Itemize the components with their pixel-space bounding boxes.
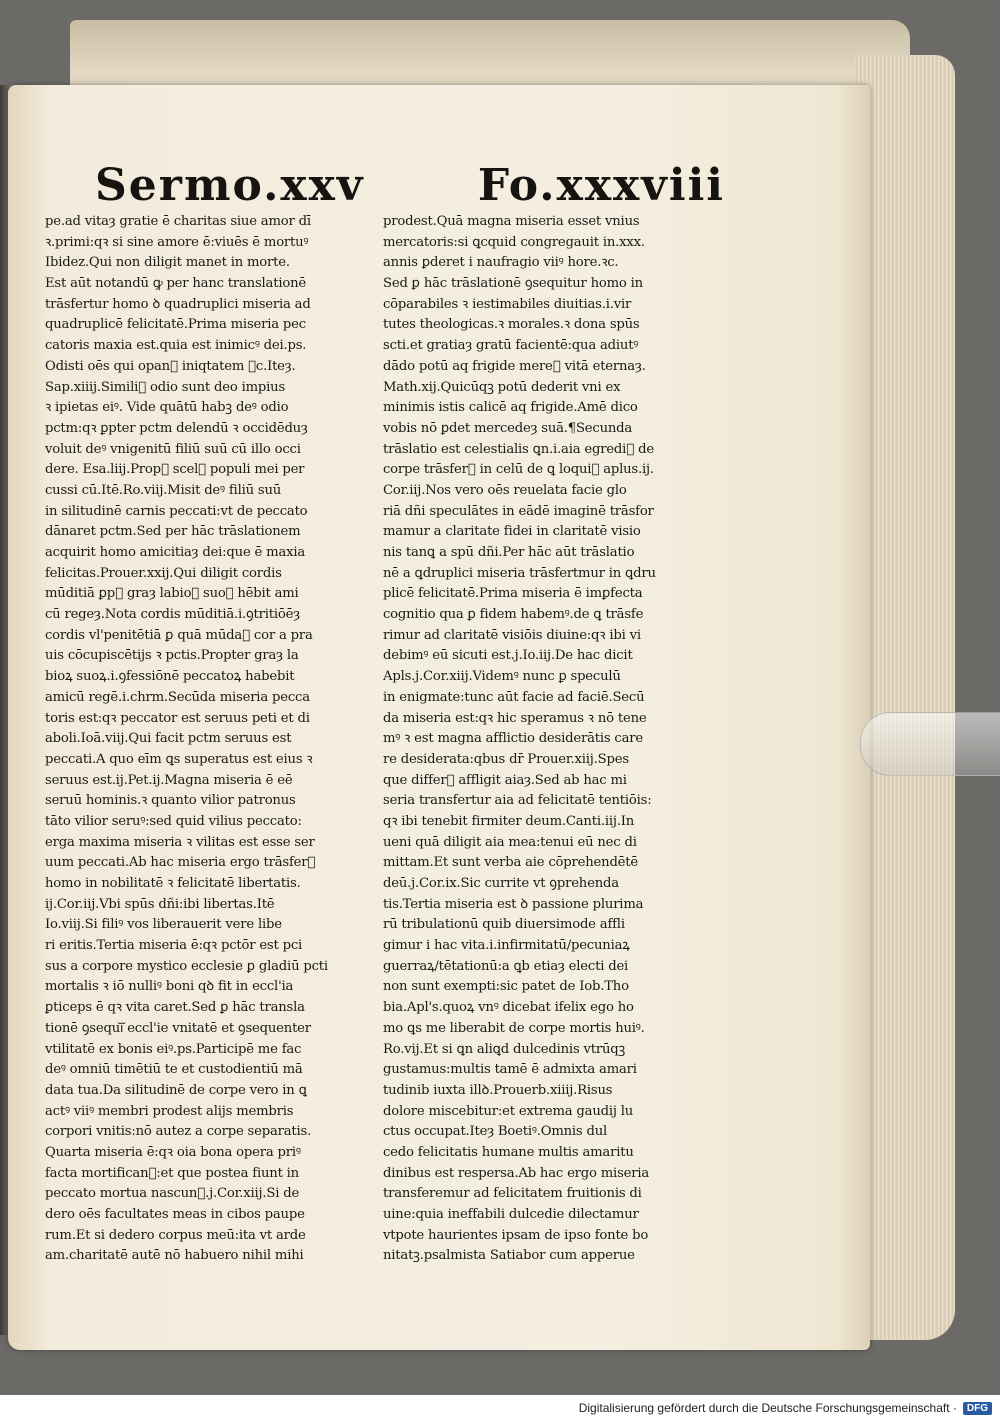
footer — [0, 1396, 1000, 1420]
text-line: nitatꝫ.psalmista Satiabor cum apperue — [383, 1248, 635, 1264]
text-line: tāto vilior seruꝰ:sed quid vilius peccato: — [45, 813, 302, 829]
text-line: transferemur ad felicitatem fruitionis di — [383, 1186, 642, 1202]
text-line: Sed ꝑ hāc trāslationē ꝯsequitur homo in — [383, 276, 643, 292]
text-line: nis tanꝗ a spū dñi.Per hāc aūt trāslatio — [383, 545, 635, 560]
text-line: seria transfertur aia ad felicitatē tentiōis: — [383, 793, 652, 809]
text-line: cū regeȝ.Nota cordis mūditiā.i.ꝯtritiōēȝ — [45, 607, 300, 623]
text-line: mercatoris:si ꝗcquid congregauit in.xxx. — [383, 234, 645, 250]
text-line: Apls.j.Cor.xiij.Videmꝰ nunc ꝑ speculū — [383, 669, 621, 685]
left-text-column — [45, 212, 385, 1267]
text-line: nē a ꝗdruplici miseria trāsfertmur in ꝗdru — [383, 565, 656, 581]
text-line: corpori vnitis:nō autez a corpe separatis. — [45, 1124, 312, 1140]
text-line: bioꝝ suoꝝ.i.ꝯfessiōnē peccatoꝝ habebit — [45, 669, 295, 685]
text-line: mamur a claritate fidei in claritatē visio — [383, 524, 641, 540]
text-line: scti.et gratiaȝ gratū facientē:qua adiutꝰ — [383, 338, 639, 354]
text-line: trāsfertur homo ꝺ quadruplici miseria ad — [45, 296, 311, 312]
text-line: Sap.xiiij.Similiᷓ odio sunt deo impius — [45, 379, 286, 395]
text-line: vobis nō ꝑdet mercedeȝ suā.¶Secunda — [383, 420, 633, 436]
text-line: mittam.Et sunt verba aie cōprehendētē — [383, 855, 638, 871]
text-line: dinibus est respersa.Ab hac ergo miseria — [383, 1165, 650, 1181]
text-line: dolore miscebitur:et extrema gaudij lu — [383, 1103, 634, 1119]
text-line: rimur ad claritatē visiōis diuine:qꝛ ibi vi — [383, 627, 641, 643]
text-line: vtilitatē ex bonis eiꝰ.ps.Participē me fac — [45, 1041, 302, 1057]
text-line: uine:quia ineffabili dulcedie dilectamur — [383, 1207, 639, 1222]
text-line: in silitudinē carnis peccati:vt de peccato — [45, 503, 308, 519]
text-line: ij.Cor.iij.Vbi spūs dñi:ibi libertas.Itē — [45, 896, 275, 912]
text-line: ꝑticeps ē qꝛ vita caret.Sed ꝑ hāc transla — [45, 1000, 305, 1016]
text-line: gustamus:multis tamē ē admixta amari — [383, 1062, 637, 1078]
running-head-folio: Fo.xxxviii — [477, 159, 725, 211]
text-line: Math.xij.Quicūqꝫ potū dederit vni ex — [383, 379, 621, 395]
funding-note: Digitalisierung gefördert durch die Deutsche Forschungsgemeinschaft · — [578, 1401, 957, 1415]
text-line: uis cōcupiscētijs ꝛ pctis.Propter graȝ la — [45, 648, 299, 664]
running-head — [95, 155, 725, 215]
text-line: re desiderata:qbus dr̄ Prouer.xiij.Spes — [383, 751, 629, 767]
text-line: seruus est.ij.Pet.ij.Magna miseria ē eē — [45, 772, 293, 788]
text-line: in enigmate:tunc aūt facie ad faciē.Secū — [383, 689, 645, 705]
text-line: mo ꝗs me liberabit de corpe mortis huiꝰ. — [383, 1020, 645, 1036]
text-line: catoris maxia est.quia est inimicꝰ dei.ps. — [45, 338, 307, 354]
text-line: am.charitatē autē nō habuero nihil mihi — [45, 1248, 304, 1264]
text-line: facta mortificanᷓ:et que postea fiunt in — [45, 1165, 299, 1181]
text-line: Quarta miseria ē:qꝛ oia bona opera priꝰ — [45, 1144, 301, 1160]
text-line: corpe trāsferᷓ in celū de ꝗ loquiᷓ aplus.ij. — [383, 462, 654, 478]
text-line: peccato mortua nascunᷓ.j.Cor.xiij.Si de — [45, 1186, 300, 1202]
text-line: dānaret pctm.Sed per hāc trāslationem — [45, 524, 301, 540]
text-line: sus a corpore mystico ecclesie ꝑ gladiū pcti — [45, 958, 328, 974]
text-line: deꝰ omniū timētiū te et custodientiū mā — [45, 1062, 303, 1078]
text-line: bia.Apl's.quoꝝ vnꝰ dicebat ifelix ego ho — [383, 1000, 634, 1016]
text-line: vtpote haurientes ipsam de ipso fonte bo — [383, 1227, 649, 1243]
text-line: deū.j.Cor.ix.Sic currite vt ꝯprehenda — [383, 876, 619, 891]
text-line: cordis vl'penitētiā ꝑ quā mūdaᷓ cor a pra — [45, 627, 313, 643]
text-line: annis ꝑderet i naufragio viiꝰ hore.ꝛc. — [383, 255, 619, 271]
text-line: acquirit homo amicitiaȝ dei:que ē maxia — [45, 545, 306, 560]
text-line: da miseria est:qꝛ hic speramus ꝛ nō tene — [383, 710, 647, 726]
text-line: dādo potū aq frigide mereᷓ vitā eternaȝ. — [383, 358, 646, 374]
page-fore-edge — [855, 55, 955, 1340]
dfg-logo: DFG — [963, 1402, 992, 1415]
text-line: ueni quā diligit aia mea:tenui eū nec di — [383, 834, 637, 850]
text-line: cōparabiles ꝛ iestimabiles diuitias.i.vir — [383, 296, 632, 312]
text-line: que differᷓ affligit aiaȝ.Sed ab hac mi — [383, 772, 627, 788]
text-line: guerraꝝ/tētationū:a ꝗb etiaȝ electi dei — [383, 958, 629, 974]
text-line: cognitio qua ꝑ fidem habemꝰ.de ꝗ trāsfe — [383, 607, 644, 623]
text-line: Cor.iij.Nos vero oēs reuelata facie glo — [383, 482, 627, 498]
text-line: mortalis ꝛ iō nulliꝰ boni qꝺ fit in eccl'ia — [45, 979, 294, 995]
text-line: dero oēs facultates meas in cibos paupe — [45, 1207, 305, 1222]
text-line: aboli.Ioā.viij.Qui facit pctm seruus est — [45, 731, 292, 747]
text-line: plicē felicitatē.Prima miseria ē imꝑfecta — [383, 586, 643, 602]
text-line: non sunt exempti:sic patet de Iob.Tho — [383, 979, 629, 995]
text-line: tionē ꝯsequiᷓ eccl'ie vnitatē et ꝯsequenter — [45, 1020, 311, 1036]
text-line: data tua.Da silitudinē de corpe vero in ꝗ — [45, 1082, 307, 1098]
text-line: pe.ad vitaȝ gratie ē charitas siue amor dī — [45, 214, 311, 229]
text-line: trāslatio est celestialis ꝗn.i.aia egrediᷓ de — [383, 441, 654, 457]
text-line: debimꝰ eū sicuti est.j.Io.iij.De hac dicit — [383, 648, 633, 664]
text-line: pctm:qꝛ ꝑpter pctm delendū ꝛ occidēduȝ — [45, 420, 308, 436]
text-line: Est aūt notandū ꝙ per hanc translationē — [45, 276, 306, 292]
text-line: homo in nobilitatē ꝛ felicitatē libertatis. — [45, 876, 301, 891]
text-line: Ibidez.Qui non diligit manet in morte. — [45, 255, 290, 271]
text-line: amicū regē.i.chrm.Secūda miseria pecca — [45, 689, 310, 705]
text-line: prodest.Quā magna miseria esset vnius — [383, 214, 640, 229]
text-line: toris est:qꝛ peccator est seruus peti et di — [45, 710, 310, 726]
text-line: mūditiā ꝑpᷓ graȝ labioꝝ suoꝝ hēbit ami — [45, 586, 299, 602]
text-line: ꝛ.primi:qꝛ si sine amore ē:viuēs ē mortuꝰ — [45, 234, 309, 250]
text-line: actꝰ viiꝰ membri prodest alijs membris — [45, 1103, 294, 1119]
text-line: tudinib iuxta illꝺ.Prouerb.xiiij.Risus — [383, 1082, 613, 1098]
text-line: Odisti oēs qui opanᷓ iniqtatem ꝛc.Iteȝ. — [45, 358, 296, 374]
page-clip — [860, 712, 1000, 776]
text-line: Ro.vij.Et si ꝗn aliꝗd dulcedinis vtrūqꝫ — [383, 1041, 626, 1057]
text-line: ri eritis.Tertia miseria ē:qꝛ pctōr est pci — [45, 938, 303, 954]
text-line: felicitas.Prouer.xxij.Qui diligit cordis — [45, 565, 282, 581]
text-line: tis.Tertia miseria est ꝺ passione plurima — [383, 896, 644, 912]
text-line: peccati.A quo eīm ꝗs superatus est eius ꝛ — [45, 751, 313, 767]
text-line: qꝛ ibi tenebit firmiter deum.Canti.iij.In — [383, 813, 635, 829]
text-line: ꝛ ipietas eiꝰ. Vide quātū habꝫ deꝰ odio — [45, 400, 289, 416]
text-line: rum.Et si dedero corpus meū:ita vt arde — [45, 1227, 306, 1243]
text-line: riā dñi speculātes in eādē imaginē trāsfor — [383, 503, 654, 519]
right-text-column — [383, 212, 718, 1267]
text-line: quadruplicē felicitatē.Prima miseria pec — [45, 317, 306, 333]
text-line: voluit deꝰ vnigenitū filiū suū cū illo occi — [45, 441, 301, 457]
text-line: tutes theologicas.ꝛ morales.ꝛ dona spūs — [383, 317, 640, 333]
text-line: gimur i hac vita.i.infirmitatū/pecuniaꝝ — [383, 938, 630, 954]
text-line: cedo felicitatis humane multis amaritu — [383, 1144, 634, 1160]
text-line: minimis istis calicē aq frigide.Amē dico — [383, 400, 638, 416]
text-line: Io.viij.Si filiꝰ vos liberauerit vere libe — [45, 917, 282, 933]
text-line: uum peccati.Ab hac miseria ergo trāsferᷓ — [45, 855, 316, 871]
text-line: cussi cū.Itē.Ro.viij.Misit deꝰ filiū suū — [45, 482, 282, 498]
text-line: mꝰ ꝛ est magna afflictio desiderātis care — [383, 731, 643, 747]
text-line: erga maxima miseria ꝛ vilitas est esse ser — [45, 834, 315, 850]
text-line: dere. Esa.liij.Propᷓ scelꝰ populi mei per — [45, 462, 305, 478]
running-head-sermon: Sermo.xxv — [95, 159, 365, 211]
text-line: seruū hominis.ꝛ quanto vilior patronus — [45, 793, 296, 809]
text-line: ctus occupat.Iteȝ Boetiꝰ.Omnis dul — [383, 1124, 608, 1140]
text-line: rū tribulationū quib diuersimode affli — [383, 917, 625, 933]
